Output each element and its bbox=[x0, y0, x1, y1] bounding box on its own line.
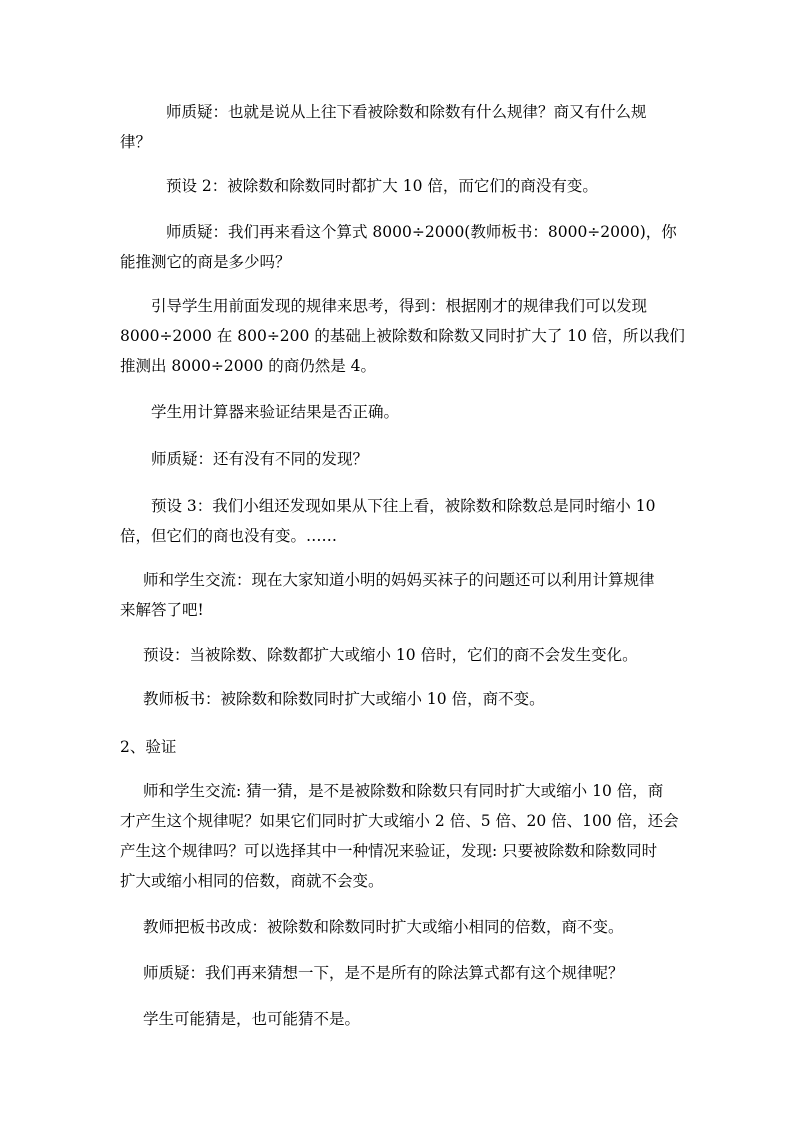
text-line: 师质疑：我们再来猜想一下，是不是所有的除法算式都有这个规律呢？ bbox=[143, 964, 624, 982]
text-line: 扩大或缩小相同的倍数，商就不会变。 bbox=[120, 872, 384, 890]
paragraph-board-writing-2 bbox=[120, 912, 680, 942]
text-line: 8000÷2000 在 800÷200 的基础上被除数和除数又同时扩大了 10 倍，所以我们 bbox=[120, 327, 685, 345]
text-line: 师和学生交流：现在大家知道小明的妈妈买袜子的问题还可以利用计算规律 bbox=[143, 571, 655, 589]
text-line: 推测出 8000÷2000 的商仍然是 4。 bbox=[120, 357, 377, 375]
text-line: 师和学生交流: 猜一猜，是不是被除数和除数只有同时扩大或缩小 10 倍，商 bbox=[143, 782, 664, 800]
text-line: 来解答了吧! bbox=[120, 601, 204, 619]
paragraph-board-writing-1 bbox=[120, 684, 680, 714]
text-line: 2、验证 bbox=[120, 738, 177, 756]
text-line: 学生用计算器来验证结果是否正确。 bbox=[151, 403, 400, 421]
text-line: 师质疑：也就是说从上往下看被除数和除数有什么规律？商又有什么规 bbox=[166, 103, 647, 121]
paragraph-teacher-question-2 bbox=[120, 217, 680, 277]
paragraph-hypothesis-general bbox=[120, 640, 680, 670]
paragraph-teacher-question-1 bbox=[120, 97, 680, 157]
paragraph-hypothesis-3 bbox=[120, 491, 680, 551]
text-line: 产生这个规律吗？可以选择其中一种情况来验证，发现: 只要被除数和除数同时 bbox=[120, 842, 658, 860]
text-line: 学生可能猜是，也可能猜不是。 bbox=[143, 1010, 361, 1028]
text-line: 倍，但它们的商也没有变。…… bbox=[120, 527, 338, 545]
paragraph-student-guess bbox=[120, 1004, 680, 1034]
paragraph-hypothesis-2 bbox=[120, 171, 680, 201]
text-line: 预设 2：被除数和除数同时都扩大 10 倍，而它们的商没有变。 bbox=[166, 177, 598, 195]
text-line: 引导学生用前面发现的规律来思考，得到：根据刚才的规律我们可以发现 bbox=[151, 297, 648, 315]
text-line: 能推测它的商是多少吗？ bbox=[120, 253, 291, 271]
text-line: 教师板书：被除数和除数同时扩大或缩小 10 倍，商不变。 bbox=[143, 690, 545, 708]
paragraph-teacher-question-3 bbox=[120, 444, 680, 474]
text-line: 教师把板书改成：被除数和除数同时扩大或缩小相同的倍数，商不变。 bbox=[143, 918, 624, 936]
text-line: 师质疑：还有没有不同的发现？ bbox=[151, 450, 369, 468]
text-line: 预设：当被除数、除数都扩大或缩小 10 倍时，它们的商不会发生变化。 bbox=[143, 646, 638, 664]
text-line: 律？ bbox=[120, 133, 152, 151]
paragraph-teacher-student-exchange-2 bbox=[120, 776, 680, 896]
text-line: 预设 3：我们小组还发现如果从下往上看，被除数和除数总是同时缩小 10 bbox=[151, 497, 656, 515]
paragraph-guide-students bbox=[120, 291, 685, 381]
text-line: 师质疑：我们再来看这个算式 8000÷2000(教师板书：8000÷2000)，你 bbox=[166, 223, 677, 241]
text-line: 才产生这个规律呢？如果它们同时扩大或缩小 2 倍、5 倍、20 倍、100 倍，还会 bbox=[120, 812, 679, 830]
paragraph-calculator-verify bbox=[120, 397, 680, 427]
section-heading-verify bbox=[120, 732, 680, 762]
paragraph-teacher-question-4 bbox=[120, 958, 680, 988]
paragraph-teacher-student-exchange-1 bbox=[120, 565, 680, 625]
